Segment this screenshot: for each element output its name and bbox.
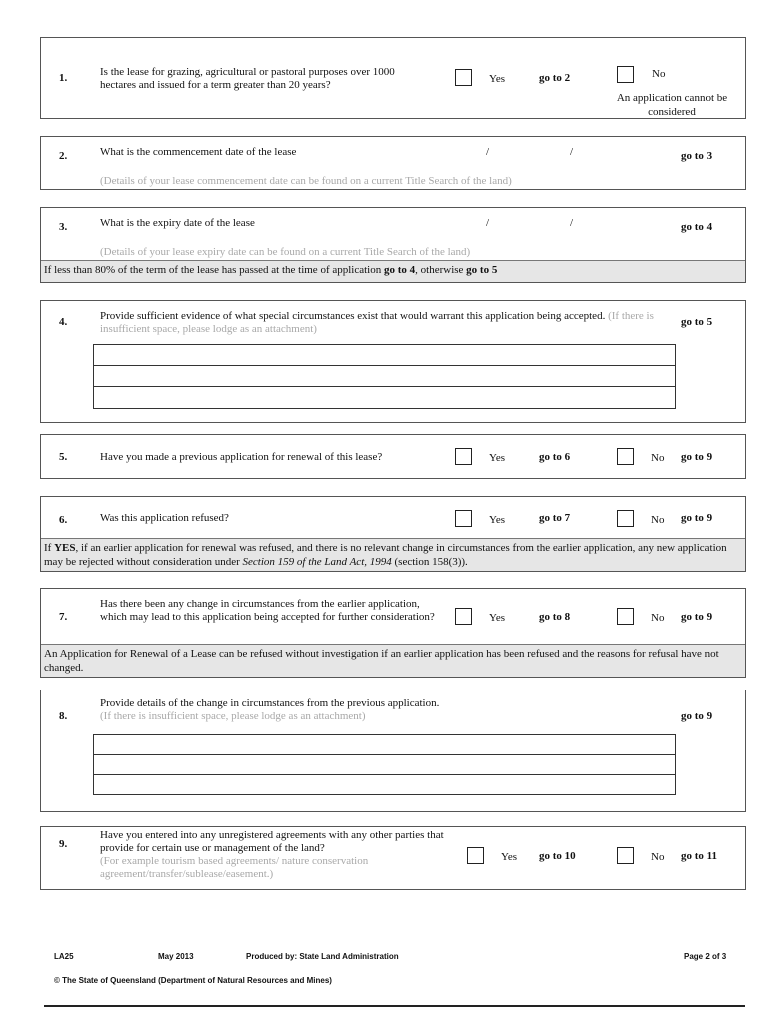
goto-yes: go to 7 [539,512,571,524]
question-7-section [40,588,746,678]
question-number: 9. [59,838,68,850]
yes-checkbox[interactable] [455,448,472,465]
page-number: Page 2 of 3 [684,952,727,961]
question-number: 3. [59,221,68,233]
textarea-line [94,774,675,775]
details-textarea[interactable] [93,734,676,795]
textarea-line [94,365,675,366]
goto-yes: go to 2 [539,72,571,84]
question-text: Have you entered into any unregistered agreements with any other parties that provide for certain use or management of the land? (For example tourism based agreements/ nature conservation agreement/transfer/sublease/easement.) [100,829,444,880]
yes-checkbox[interactable] [467,847,484,864]
hint-text: (Details of your lease expiry date can be found on a current Title Search of the land) [100,246,471,258]
footer-rule [44,1005,745,1007]
date-separator: / [486,146,490,158]
question-text: Provide details of the change in circumstances from the previous application. (If there is insufficient space, please lodge as an attachment) [100,697,440,722]
goto-no: go to 9 [681,611,713,623]
textarea-line [94,754,675,755]
question-number: 5. [59,451,68,463]
yes-label: Yes [489,452,506,464]
no-checkbox[interactable] [617,847,634,864]
no-checkbox[interactable] [617,66,634,83]
question-number: 1. [59,72,68,84]
question-3-section [40,207,746,283]
goto-yes: go to 10 [539,850,576,862]
no-checkbox[interactable] [617,510,634,527]
question-number: 8. [59,710,68,722]
question-number: 4. [59,316,68,328]
yes-label: Yes [489,612,506,624]
yes-label: Yes [489,73,506,85]
question-text: What is the expiry date of the lease [100,217,255,229]
date-separator: / [486,217,490,229]
hint-text: (Details of your lease commencement date can be found on a current Title Search of the land) [100,175,512,187]
question-number: 7. [59,611,68,623]
question-6-section [40,496,746,572]
question-text: Is the lease for grazing, agricultural or pastoral purposes over 1000 hectares and issued for a term greater than 20 years? [100,66,395,91]
no-label: No [651,612,665,624]
no-note: An application cannot be considered [616,92,728,118]
no-label: No [652,68,666,80]
goto: go to 5 [681,316,713,328]
goto: go to 3 [681,150,713,162]
goto: go to 9 [681,710,713,722]
goto-no: go to 9 [681,451,713,463]
producer: Produced by: State Land Administration [246,952,399,961]
form-date: May 2013 [158,952,194,961]
date-separator: / [570,146,574,158]
no-label: No [651,514,665,526]
no-label: No [651,851,665,863]
no-label: No [651,452,665,464]
question-number: 2. [59,150,68,162]
no-checkbox[interactable] [617,448,634,465]
yes-checkbox[interactable] [455,69,472,86]
question-5-section [40,434,746,479]
details-textarea[interactable] [93,344,676,409]
yes-checkbox[interactable] [455,510,472,527]
question-9-section [40,826,746,890]
note-bar: If less than 80% of the term of the lease has passed at the time of application go to 4, otherwise go to 5 [41,260,745,282]
question-2-section [40,136,746,190]
question-text: Have you made a previous application for renewal of this lease? [100,451,383,463]
question-4-section [40,300,746,423]
date-separator: / [570,217,574,229]
goto: go to 4 [681,221,713,233]
goto-yes: go to 6 [539,451,571,463]
goto-yes: go to 8 [539,611,571,623]
no-checkbox[interactable] [617,608,634,625]
question-text: Was this application refused? [100,512,229,524]
textarea-line [94,386,675,387]
question-text: Provide sufficient evidence of what special circumstances exist that would warrant this application being accepted. (If there is insufficient space, please lodge as an attachment) [100,310,654,335]
copyright: © The State of Queensland (Department of Natural Resources and Mines) [54,976,332,985]
question-8-section [40,690,746,812]
yes-checkbox[interactable] [455,608,472,625]
form-code: LA25 [54,952,74,961]
goto-no: go to 11 [681,850,718,862]
question-text: Has there been any change in circumstances from the earlier application, which may lead to this application being accepted for further consideration? [100,598,435,623]
note-bar: An Application for Renewal of a Lease can be refused without investigation if an earlier application has been refused and the reasons for refusal have not changed. [41,644,745,677]
goto-no: go to 9 [681,512,713,524]
yes-label: Yes [489,514,506,526]
yes-label: Yes [501,851,518,863]
note-bar: If YES, if an earlier application for renewal was refused, and there is no relevant change in circumstances from the earlier application, any new application may be rejected without consideration under Section 159 of the Land Act, 1994 (section 158(3)). [41,538,745,571]
question-number: 6. [59,514,68,526]
question-text: What is the commencement date of the lease [100,146,297,158]
question-1-section [40,37,746,119]
